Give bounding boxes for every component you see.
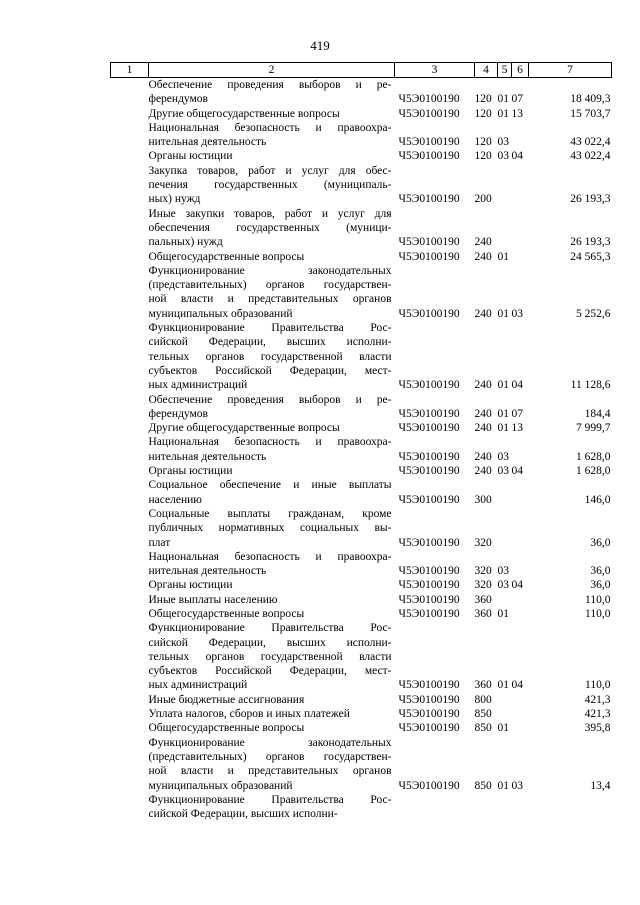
- row-name: [149, 707, 395, 721]
- row-col-1: [111, 721, 149, 735]
- budget-table: [110, 62, 612, 821]
- row-rz: 01: [497, 379, 509, 392]
- row-name: [149, 250, 395, 264]
- table-row: [111, 393, 612, 422]
- row-name-line: (представительных) органов государствен-: [148, 279, 392, 292]
- row-name-line: Иные закупки товаров, работ и услуг для: [148, 207, 392, 220]
- row-vr: 120: [474, 107, 492, 120]
- table-row: [111, 435, 612, 464]
- row-vr: 240: [474, 236, 492, 249]
- row-pr: 04: [511, 465, 523, 478]
- row-sum: 395,8: [584, 722, 611, 735]
- row-name-line: Уплата налогов, сборов и иных платежей: [148, 708, 350, 721]
- table-row: [111, 478, 612, 507]
- row-col-1: [111, 264, 149, 321]
- row-name-line: Иные выплаты населению: [148, 593, 278, 606]
- header-row: [111, 63, 612, 78]
- row-name-line: Обеспечение проведения выборов и ре-: [148, 79, 392, 91]
- row-name-line: ферендумов: [148, 93, 208, 106]
- row-vr: 320: [474, 579, 492, 592]
- row-col-1: [111, 250, 149, 264]
- row-code: Ч5Э0100190: [398, 193, 460, 206]
- table-row: [111, 550, 612, 579]
- row-pr: [512, 507, 529, 550]
- row-col-1: [111, 149, 149, 163]
- row-name-line: субъектов Российской Федерации, мест-: [148, 364, 392, 377]
- row-name: [149, 393, 395, 422]
- row-code: Ч5Э0100190: [398, 593, 460, 606]
- table-row: [111, 736, 612, 793]
- row-name: [149, 693, 395, 707]
- row-pr: [512, 693, 529, 707]
- row-vr: 240: [474, 307, 492, 320]
- row-name: [149, 607, 395, 621]
- row-col-1: [111, 121, 149, 150]
- row-col-1: [111, 435, 149, 464]
- row-name-line: Другие общегосударственные вопросы: [148, 422, 340, 435]
- row-code: Ч5Э0100190: [398, 493, 460, 506]
- row-sum: 43 022,4: [570, 150, 611, 163]
- table-row: [111, 464, 612, 478]
- row-name-line: сийской Федерации, высших исполни-: [148, 636, 392, 649]
- header-col-4: 4: [475, 63, 498, 78]
- row-sum: 13,4: [590, 779, 611, 792]
- row-name-line: Общегосударственные вопросы: [148, 607, 305, 620]
- row-col-1: [111, 164, 149, 207]
- row-code: Ч5Э0100190: [398, 250, 460, 263]
- row-code: Ч5Э0100190: [398, 679, 460, 692]
- row-pr: 04: [511, 579, 523, 592]
- row-rz: 03: [497, 150, 509, 163]
- row-name: [149, 435, 395, 464]
- header-col-6: 6: [512, 63, 529, 78]
- row-col-1: [111, 207, 149, 250]
- table-row: [111, 264, 612, 321]
- row-vr: 240: [474, 422, 492, 435]
- row-vr: 850: [474, 722, 492, 735]
- row-col-1: [111, 736, 149, 793]
- row-name-line: ной власти и представительных органов: [148, 765, 392, 778]
- row-vr: 240: [474, 379, 492, 392]
- row-pr: 07: [511, 93, 523, 106]
- row-name-line: Органы юстиции: [148, 465, 233, 478]
- row-code: Ч5Э0100190: [398, 107, 460, 120]
- row-code: Ч5Э0100190: [398, 379, 460, 392]
- row-rz: 01: [497, 407, 509, 420]
- row-code: Ч5Э0100190: [398, 407, 460, 420]
- row-sum: [529, 793, 612, 822]
- row-vr: 320: [474, 536, 492, 549]
- row-name: [149, 421, 395, 435]
- row-name-line: Функционирование Правительства Рос-: [148, 322, 392, 335]
- row-name-line: плат: [148, 536, 171, 549]
- row-col-1: [111, 78, 149, 107]
- row-rz: [498, 207, 512, 250]
- row-name: [149, 593, 395, 607]
- row-name-line: тельных органов государственной власти: [148, 350, 392, 363]
- row-code: Ч5Э0100190: [398, 236, 460, 249]
- row-vr: 360: [474, 593, 492, 606]
- row-pr: [512, 793, 529, 822]
- row-name-line: муниципальных образований: [148, 779, 293, 792]
- row-name-line: Иные бюджетные ассигнования: [148, 693, 305, 706]
- row-sum: 18 409,3: [570, 93, 611, 106]
- row-vr: 320: [474, 565, 492, 578]
- row-sum: 43 022,4: [570, 136, 611, 149]
- row-code: Ч5Э0100190: [398, 465, 460, 478]
- table-row: [111, 107, 612, 121]
- row-pr: 07: [511, 407, 523, 420]
- row-rz: [498, 164, 512, 207]
- row-name-line: Функционирование законодательных: [148, 264, 392, 277]
- row-pr: [512, 550, 529, 579]
- row-name: [149, 107, 395, 121]
- row-sum: 11 128,6: [570, 379, 611, 392]
- row-col-1: [111, 107, 149, 121]
- row-rz: [498, 478, 512, 507]
- row-col-1: [111, 393, 149, 422]
- table-row: [111, 607, 612, 621]
- row-name: [149, 207, 395, 250]
- row-name-line: нительная деятельность: [148, 565, 267, 578]
- row-vr: 200: [474, 193, 492, 206]
- row-code: Ч5Э0100190: [398, 150, 460, 163]
- table-row: [111, 693, 612, 707]
- table-row: [111, 421, 612, 435]
- header-col-2: 2: [149, 63, 395, 78]
- row-name-line: ных администраций: [148, 379, 248, 392]
- row-sum: 421,3: [584, 693, 611, 706]
- row-rz: 03: [497, 465, 509, 478]
- row-code: Ч5Э0100190: [398, 422, 460, 435]
- table-row: [111, 78, 612, 107]
- row-rz: [498, 593, 512, 607]
- row-name-line: ферендумов: [148, 407, 208, 420]
- row-vr: 240: [474, 250, 492, 263]
- row-name-line: Национальная безопасность и правоохра-: [148, 550, 392, 563]
- row-rz: [498, 693, 512, 707]
- table-row: [111, 721, 612, 735]
- row-name-line: пальных) нужд: [148, 236, 223, 249]
- row-name-line: Функционирование Правительства Рос-: [148, 793, 392, 806]
- row-col-1: [111, 707, 149, 721]
- row-sum: 146,0: [584, 493, 611, 506]
- row-sum: 26 193,3: [570, 236, 611, 249]
- row-rz: 01: [497, 607, 509, 620]
- row-sum: 36,0: [590, 579, 611, 592]
- row-code: [395, 793, 475, 822]
- row-sum: 1 628,0: [576, 450, 611, 463]
- row-name-line: ных администраций: [148, 679, 248, 692]
- row-sum: 26 193,3: [570, 193, 611, 206]
- row-vr: 300: [474, 493, 492, 506]
- row-rz: 01: [497, 307, 509, 320]
- row-pr: [512, 607, 529, 621]
- header-col-7: 7: [529, 63, 612, 78]
- row-sum: 421,3: [584, 708, 611, 721]
- row-name-line: Социальные выплаты гражданам, кроме: [148, 507, 392, 520]
- row-code: Ч5Э0100190: [398, 607, 460, 620]
- row-rz: 01: [497, 250, 509, 263]
- row-rz: [498, 707, 512, 721]
- row-code: Ч5Э0100190: [398, 536, 460, 549]
- row-pr: 04: [511, 679, 523, 692]
- row-name: [149, 478, 395, 507]
- row-col-1: [111, 621, 149, 692]
- row-name-line: населению: [148, 493, 202, 506]
- row-name: [149, 121, 395, 150]
- table-row: [111, 593, 612, 607]
- row-name: [149, 321, 395, 392]
- row-name-line: Органы юстиции: [148, 579, 233, 592]
- row-col-1: [111, 478, 149, 507]
- row-rz: 03: [497, 450, 509, 463]
- table-row: [111, 164, 612, 207]
- row-name-line: ных) нужд: [148, 193, 201, 206]
- row-rz: 01: [497, 679, 509, 692]
- row-col-1: [111, 507, 149, 550]
- table-row: [111, 321, 612, 392]
- row-name: [149, 578, 395, 592]
- row-name-line: Общегосударственные вопросы: [148, 722, 305, 735]
- row-col-1: [111, 321, 149, 392]
- row-name-line: Общегосударственные вопросы: [148, 250, 305, 263]
- row-sum: 110,0: [585, 679, 611, 692]
- row-name: [149, 264, 395, 321]
- row-pr: [512, 121, 529, 150]
- row-rz: 03: [497, 579, 509, 592]
- row-rz: 01: [497, 422, 509, 435]
- row-name-line: ной власти и представительных органов: [148, 293, 392, 306]
- row-name-line: Закупка товаров, работ и услуг для обес-: [148, 164, 392, 177]
- row-vr: 360: [474, 607, 492, 620]
- row-name-line: Обеспечение проведения выборов и ре-: [148, 393, 392, 406]
- row-rz: 01: [497, 779, 509, 792]
- row-name: [149, 507, 395, 550]
- row-rz: 01: [497, 93, 509, 106]
- row-col-1: [111, 607, 149, 621]
- row-name-line: нительная деятельность: [148, 136, 267, 149]
- row-sum: 7 999,7: [576, 422, 611, 435]
- row-vr: 850: [474, 708, 492, 721]
- row-vr: 120: [474, 93, 492, 106]
- row-sum: 24 565,3: [570, 250, 611, 263]
- header-col-5: 5: [498, 63, 512, 78]
- row-name-line: субъектов Российской Федерации, мест-: [148, 665, 392, 678]
- row-col-1: [111, 550, 149, 579]
- row-name-line: Органы юстиции: [148, 150, 233, 163]
- row-code: Ч5Э0100190: [398, 722, 460, 735]
- table-row: [111, 578, 612, 592]
- row-pr: [512, 721, 529, 735]
- row-name-line: (представительных) органов государствен-: [148, 750, 392, 763]
- row-code: Ч5Э0100190: [398, 450, 460, 463]
- row-col-1: [111, 464, 149, 478]
- row-col-1: [111, 593, 149, 607]
- table-row: [111, 507, 612, 550]
- row-name-line: печения государственных (муниципаль-: [148, 179, 392, 192]
- table-body: [111, 78, 612, 822]
- table-row: [111, 621, 612, 692]
- row-name-line: публичных нормативных социальных вы-: [148, 522, 392, 535]
- row-name-line: Другие общегосударственные вопросы: [148, 107, 340, 120]
- row-code: Ч5Э0100190: [398, 565, 460, 578]
- row-code: Ч5Э0100190: [398, 136, 460, 149]
- table-row: [111, 149, 612, 163]
- table-row: [111, 707, 612, 721]
- table-row: [111, 207, 612, 250]
- row-pr: 03: [511, 779, 523, 792]
- row-name-line: сийской Федерации, высших исполни-: [148, 808, 338, 821]
- row-pr: [512, 250, 529, 264]
- row-rz: 01: [497, 722, 509, 735]
- row-pr: 04: [511, 150, 523, 163]
- row-pr: 13: [511, 422, 523, 435]
- row-rz: [498, 507, 512, 550]
- row-vr: [475, 793, 498, 822]
- row-sum: 36,0: [590, 536, 611, 549]
- row-name: [149, 78, 395, 107]
- row-code: Ч5Э0100190: [398, 307, 460, 320]
- row-sum: 5 252,6: [576, 307, 611, 320]
- table-row: [111, 793, 612, 822]
- row-pr: 04: [511, 379, 523, 392]
- row-sum: 110,0: [585, 593, 611, 606]
- row-name-line: нительная деятельность: [148, 450, 267, 463]
- row-col-1: [111, 421, 149, 435]
- row-name: [149, 736, 395, 793]
- row-code: Ч5Э0100190: [398, 693, 460, 706]
- table-row: [111, 250, 612, 264]
- row-name-line: Социальное обеспечение и иные выплаты: [148, 479, 392, 492]
- page-number: 419: [310, 38, 330, 53]
- row-rz: 03: [497, 136, 509, 149]
- row-vr: 360: [474, 679, 492, 692]
- row-vr: 240: [474, 407, 492, 420]
- row-sum: 1 628,0: [576, 465, 611, 478]
- row-pr: [512, 435, 529, 464]
- row-col-1: [111, 693, 149, 707]
- row-name-line: Функционирование законодательных: [148, 736, 392, 749]
- row-pr: 03: [511, 307, 523, 320]
- row-col-1: [111, 578, 149, 592]
- row-vr: 240: [474, 450, 492, 463]
- row-name: [149, 721, 395, 735]
- row-pr: [512, 207, 529, 250]
- table-row: [111, 121, 612, 150]
- row-pr: [512, 593, 529, 607]
- row-name: [149, 149, 395, 163]
- row-pr: [512, 164, 529, 207]
- row-name-line: обеспечения государственных (муници-: [148, 221, 392, 234]
- row-pr: [512, 478, 529, 507]
- row-pr: [512, 707, 529, 721]
- row-rz: [498, 793, 512, 822]
- row-vr: 120: [474, 150, 492, 163]
- row-col-1: [111, 793, 149, 822]
- row-name-line: тельных органов государственной власти: [148, 650, 392, 663]
- row-code: Ч5Э0100190: [398, 579, 460, 592]
- row-vr: 850: [474, 779, 492, 792]
- row-name: [149, 621, 395, 692]
- row-name-line: Национальная безопасность и правоохра-: [148, 121, 392, 134]
- row-rz: 03: [497, 565, 509, 578]
- row-name: [149, 793, 395, 822]
- row-name-line: сийской Федерации, высших исполни-: [148, 336, 392, 349]
- row-name: [149, 164, 395, 207]
- row-name-line: муниципальных образований: [148, 307, 293, 320]
- row-name: [149, 464, 395, 478]
- row-vr: 120: [474, 136, 492, 149]
- row-sum: 15 703,7: [570, 107, 611, 120]
- row-name-line: Национальная безопасность и правоохра-: [148, 436, 392, 449]
- row-sum: 36,0: [590, 565, 611, 578]
- row-name-line: Функционирование Правительства Рос-: [148, 622, 392, 635]
- row-code: Ч5Э0100190: [398, 708, 460, 721]
- row-vr: 240: [474, 465, 492, 478]
- row-code: Ч5Э0100190: [398, 93, 460, 106]
- row-sum: 184,4: [584, 407, 611, 420]
- row-code: Ч5Э0100190: [398, 779, 460, 792]
- row-sum: 110,0: [585, 607, 611, 620]
- row-vr: 800: [474, 693, 492, 706]
- header-col-3: 3: [395, 63, 475, 78]
- row-name: [149, 550, 395, 579]
- header-col-1: 1: [111, 63, 149, 78]
- row-rz: 01: [497, 107, 509, 120]
- row-pr: 13: [511, 107, 523, 120]
